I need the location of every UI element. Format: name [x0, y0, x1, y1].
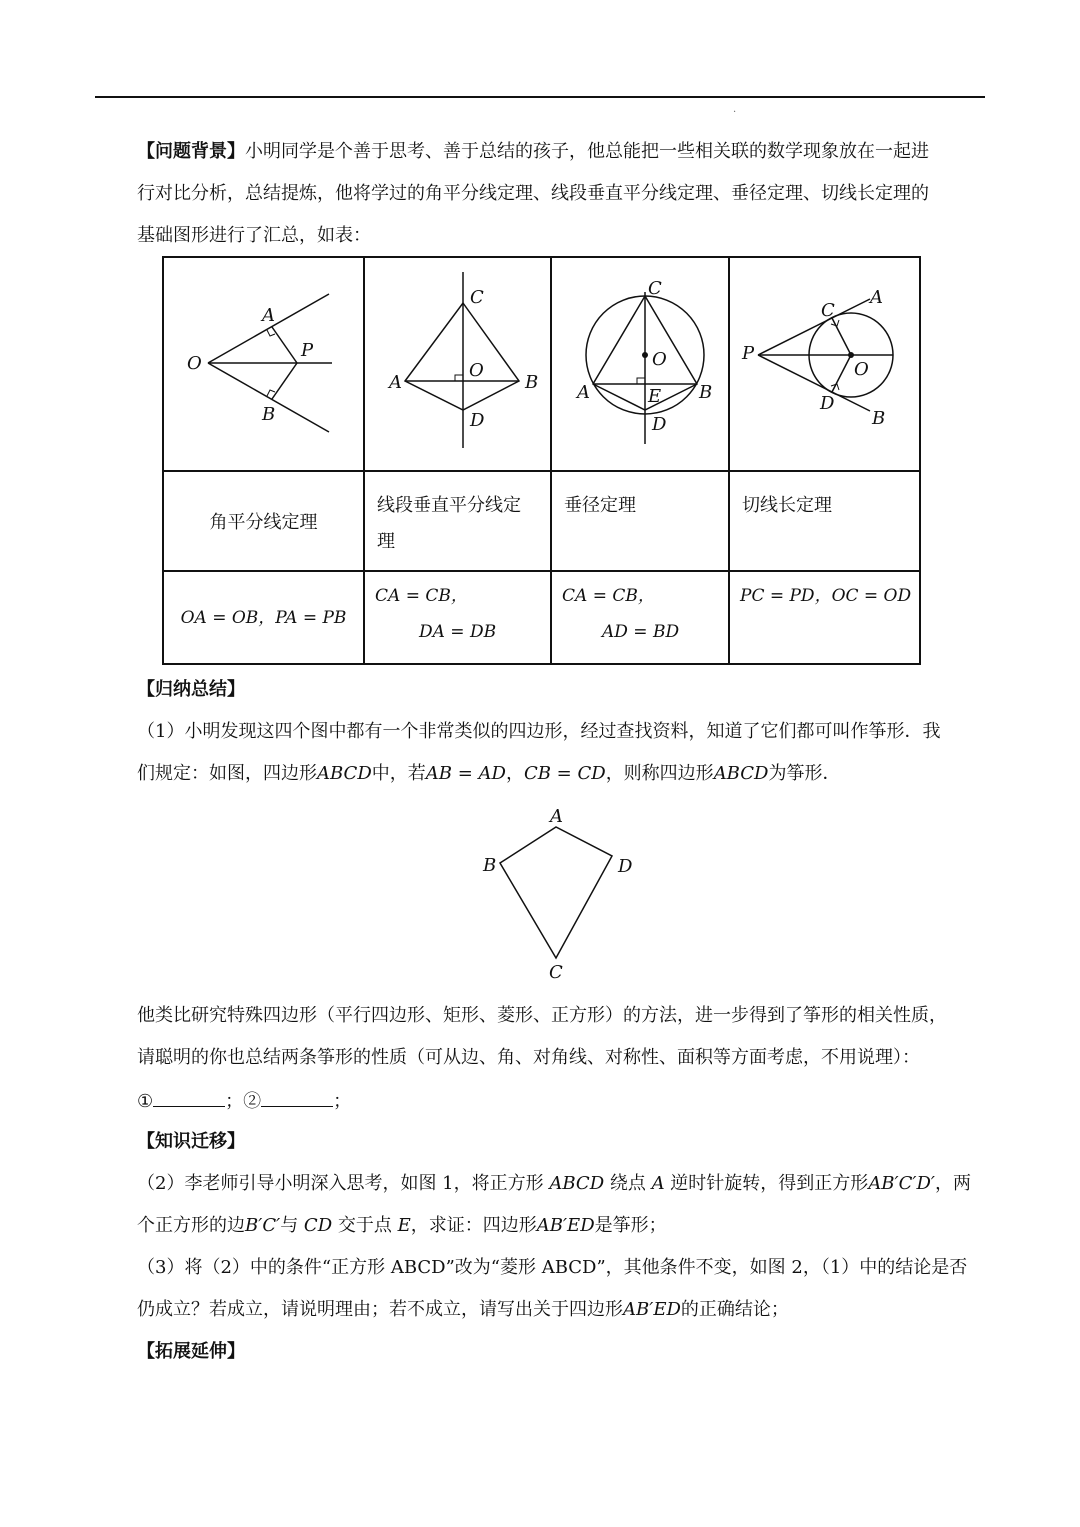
answer-end: ；	[333, 1091, 352, 1112]
q2-side-cd: CD	[303, 1215, 333, 1236]
fig4-label-D: D	[820, 393, 835, 414]
kite-label-B: B	[483, 855, 497, 876]
q2-text-b: 绕点	[604, 1173, 652, 1194]
q2-quad: AB′ED	[536, 1215, 595, 1236]
theorem-4-name: 切线长定理	[729, 471, 920, 571]
fig4-label-O: O	[854, 359, 869, 380]
q2-text-a: （2）李老师引导小明深入思考，如图 1，将正方形	[137, 1173, 550, 1194]
q1-text-d: ，则称四边形	[605, 763, 714, 784]
result-3-line-1: CA = CB，	[562, 586, 655, 606]
q2-text-h: ，求证：四边形	[410, 1215, 537, 1236]
figure-tangent-length	[729, 257, 920, 471]
figure-perpendicular-bisector	[364, 257, 551, 471]
fig4-label-A: A	[870, 287, 883, 308]
result-2	[364, 571, 551, 664]
answer-1-blank[interactable]	[153, 1088, 225, 1107]
q2-text-e: 个正方形的边	[137, 1215, 245, 1236]
angle-bisector-diagram	[164, 258, 363, 470]
q2-text-d: ，两	[935, 1173, 972, 1194]
q1-line-1: （1）小明发现这四个图中都有一个非常类似的四边形，经过查找资料，知道了它们都可叫作筝形．我	[137, 721, 941, 742]
answer-line	[137, 1088, 351, 1114]
q1-text-a: 们规定：如图，四边形	[137, 763, 317, 784]
summary-tag: 【归纳总结】	[137, 679, 245, 700]
theorem-2-name-line-1: 线段垂直平分线定	[377, 495, 521, 516]
theorem-2-name	[364, 471, 551, 571]
intro-line-3: 基础图形进行了汇总，如表：	[137, 225, 371, 246]
kite-diagram	[470, 800, 650, 990]
q2-line-1	[137, 1172, 971, 1196]
q3-line-2	[137, 1298, 789, 1322]
fig4-label-P: P	[742, 343, 755, 364]
answer-1-marker: ①	[137, 1091, 154, 1112]
perpendicular-bisector-diagram	[365, 258, 550, 470]
fig3-label-B: B	[699, 382, 713, 403]
tangent-length-diagram	[730, 258, 919, 470]
q2-text-i: 是筝形；	[594, 1215, 667, 1236]
intro-text-1: 小明同学是个善于思考、善于总结的孩子，他总能把一些相关联的数学现象放在一起进	[245, 141, 929, 162]
result-2-line-2: DA = DB	[419, 622, 497, 642]
figure-perpendicular-diameter	[551, 257, 729, 471]
fig2-label-B: B	[525, 372, 539, 393]
theorem-table	[162, 256, 921, 665]
fig4-label-B: B	[872, 408, 886, 429]
fig3-label-C: C	[648, 278, 662, 299]
q3-quad: AB′ED	[623, 1299, 681, 1320]
fig2-label-D: D	[470, 410, 485, 431]
q1-eq-1: AB = AD	[425, 763, 506, 784]
result-3-line-2: AD = BD	[602, 622, 680, 642]
header-rule	[95, 96, 985, 98]
kite-label-C: C	[549, 962, 563, 983]
fig3-label-D: D	[652, 414, 667, 435]
fig1-label-B: B	[262, 404, 276, 425]
q2-text-f: 与	[280, 1215, 304, 1236]
q2-side-bc: B′C′	[245, 1215, 281, 1236]
q2-square: ABCD	[549, 1173, 605, 1194]
transfer-tag: 【知识迁移】	[137, 1131, 245, 1152]
q3-line-1: （3）将（2）中的条件“正方形 ABCD”改为“菱形 ABCD”，其他条件不变，如图 2，（1）中的结论是否	[137, 1257, 968, 1278]
q2-point-a: A	[651, 1173, 665, 1194]
q2-line-2	[137, 1214, 667, 1238]
q1-text-b: 中，若	[371, 763, 426, 784]
answer-2-marker: ；②	[225, 1091, 262, 1112]
fig3-label-E: E	[648, 386, 662, 407]
fig2-label-A: A	[389, 372, 402, 393]
intro-tag: 【问题背景】	[137, 141, 245, 162]
summary-after-2: 请聪明的你也总结两条筝形的性质（可从边、角、对角线、对称性、面积等方面考虑，不用说理）：	[137, 1047, 920, 1068]
q2-point-e: E	[397, 1215, 411, 1236]
fig1-label-P: P	[301, 340, 314, 361]
q1-quad-2: ABCD	[713, 763, 769, 784]
q1-quad-1: ABCD	[317, 763, 372, 784]
fig2-label-O: O	[469, 360, 484, 381]
theorem-2-name-line-2: 理	[377, 531, 395, 552]
result-1: OA = OB，PA = PB	[163, 571, 364, 664]
figure-angle-bisector	[163, 257, 364, 471]
fig1-label-O: O	[187, 353, 202, 374]
fig3-label-O: O	[652, 349, 667, 370]
kite-label-A: A	[550, 806, 563, 827]
q3-text-b: 的正确结论；	[680, 1299, 789, 1320]
q1-line-2	[137, 762, 840, 786]
intro-line-1	[137, 140, 929, 164]
result-3	[551, 571, 729, 664]
q1-text-c: ，	[505, 763, 524, 784]
perpendicular-diameter-diagram	[552, 258, 728, 470]
fig1-label-A: A	[262, 305, 275, 326]
q1-eq-2: CB = CD	[523, 763, 606, 784]
answer-2-blank[interactable]	[261, 1088, 333, 1107]
extension-tag: 【拓展延伸】	[137, 1341, 245, 1362]
summary-after-1: 他类比研究特殊四边形（平行四边形、矩形、菱形、正方形）的方法，进一步得到了筝形的相关性质，	[137, 1005, 947, 1026]
kite-label-D: D	[618, 856, 633, 877]
intro-line-2: 行对比分析，总结提炼，他将学过的角平分线定理、线段垂直平分线定理、垂径定理、切线长定理的	[137, 183, 929, 204]
result-4: PC = PD，OC = OD	[729, 571, 920, 664]
q3-text-a: 仍成立？若成立，请说明理由；若不成立，请写出关于四边形	[137, 1299, 623, 1320]
q2-text-g: 交于点	[332, 1215, 398, 1236]
q2-text-c: 逆时针旋转，得到正方形	[664, 1173, 869, 1194]
fig4-label-C: C	[821, 300, 835, 321]
q2-rotated-square: AB′C′D′	[868, 1173, 936, 1194]
theorem-1-name: 角平分线定理	[163, 471, 364, 571]
fig3-label-A: A	[577, 382, 590, 403]
q1-text-e: 为筝形．	[768, 763, 841, 784]
result-2-line-1: CA = CB，	[375, 586, 468, 606]
fig2-label-C: C	[470, 287, 484, 308]
theorem-3-name: 垂径定理	[551, 471, 729, 571]
header-dot: .	[733, 104, 737, 115]
